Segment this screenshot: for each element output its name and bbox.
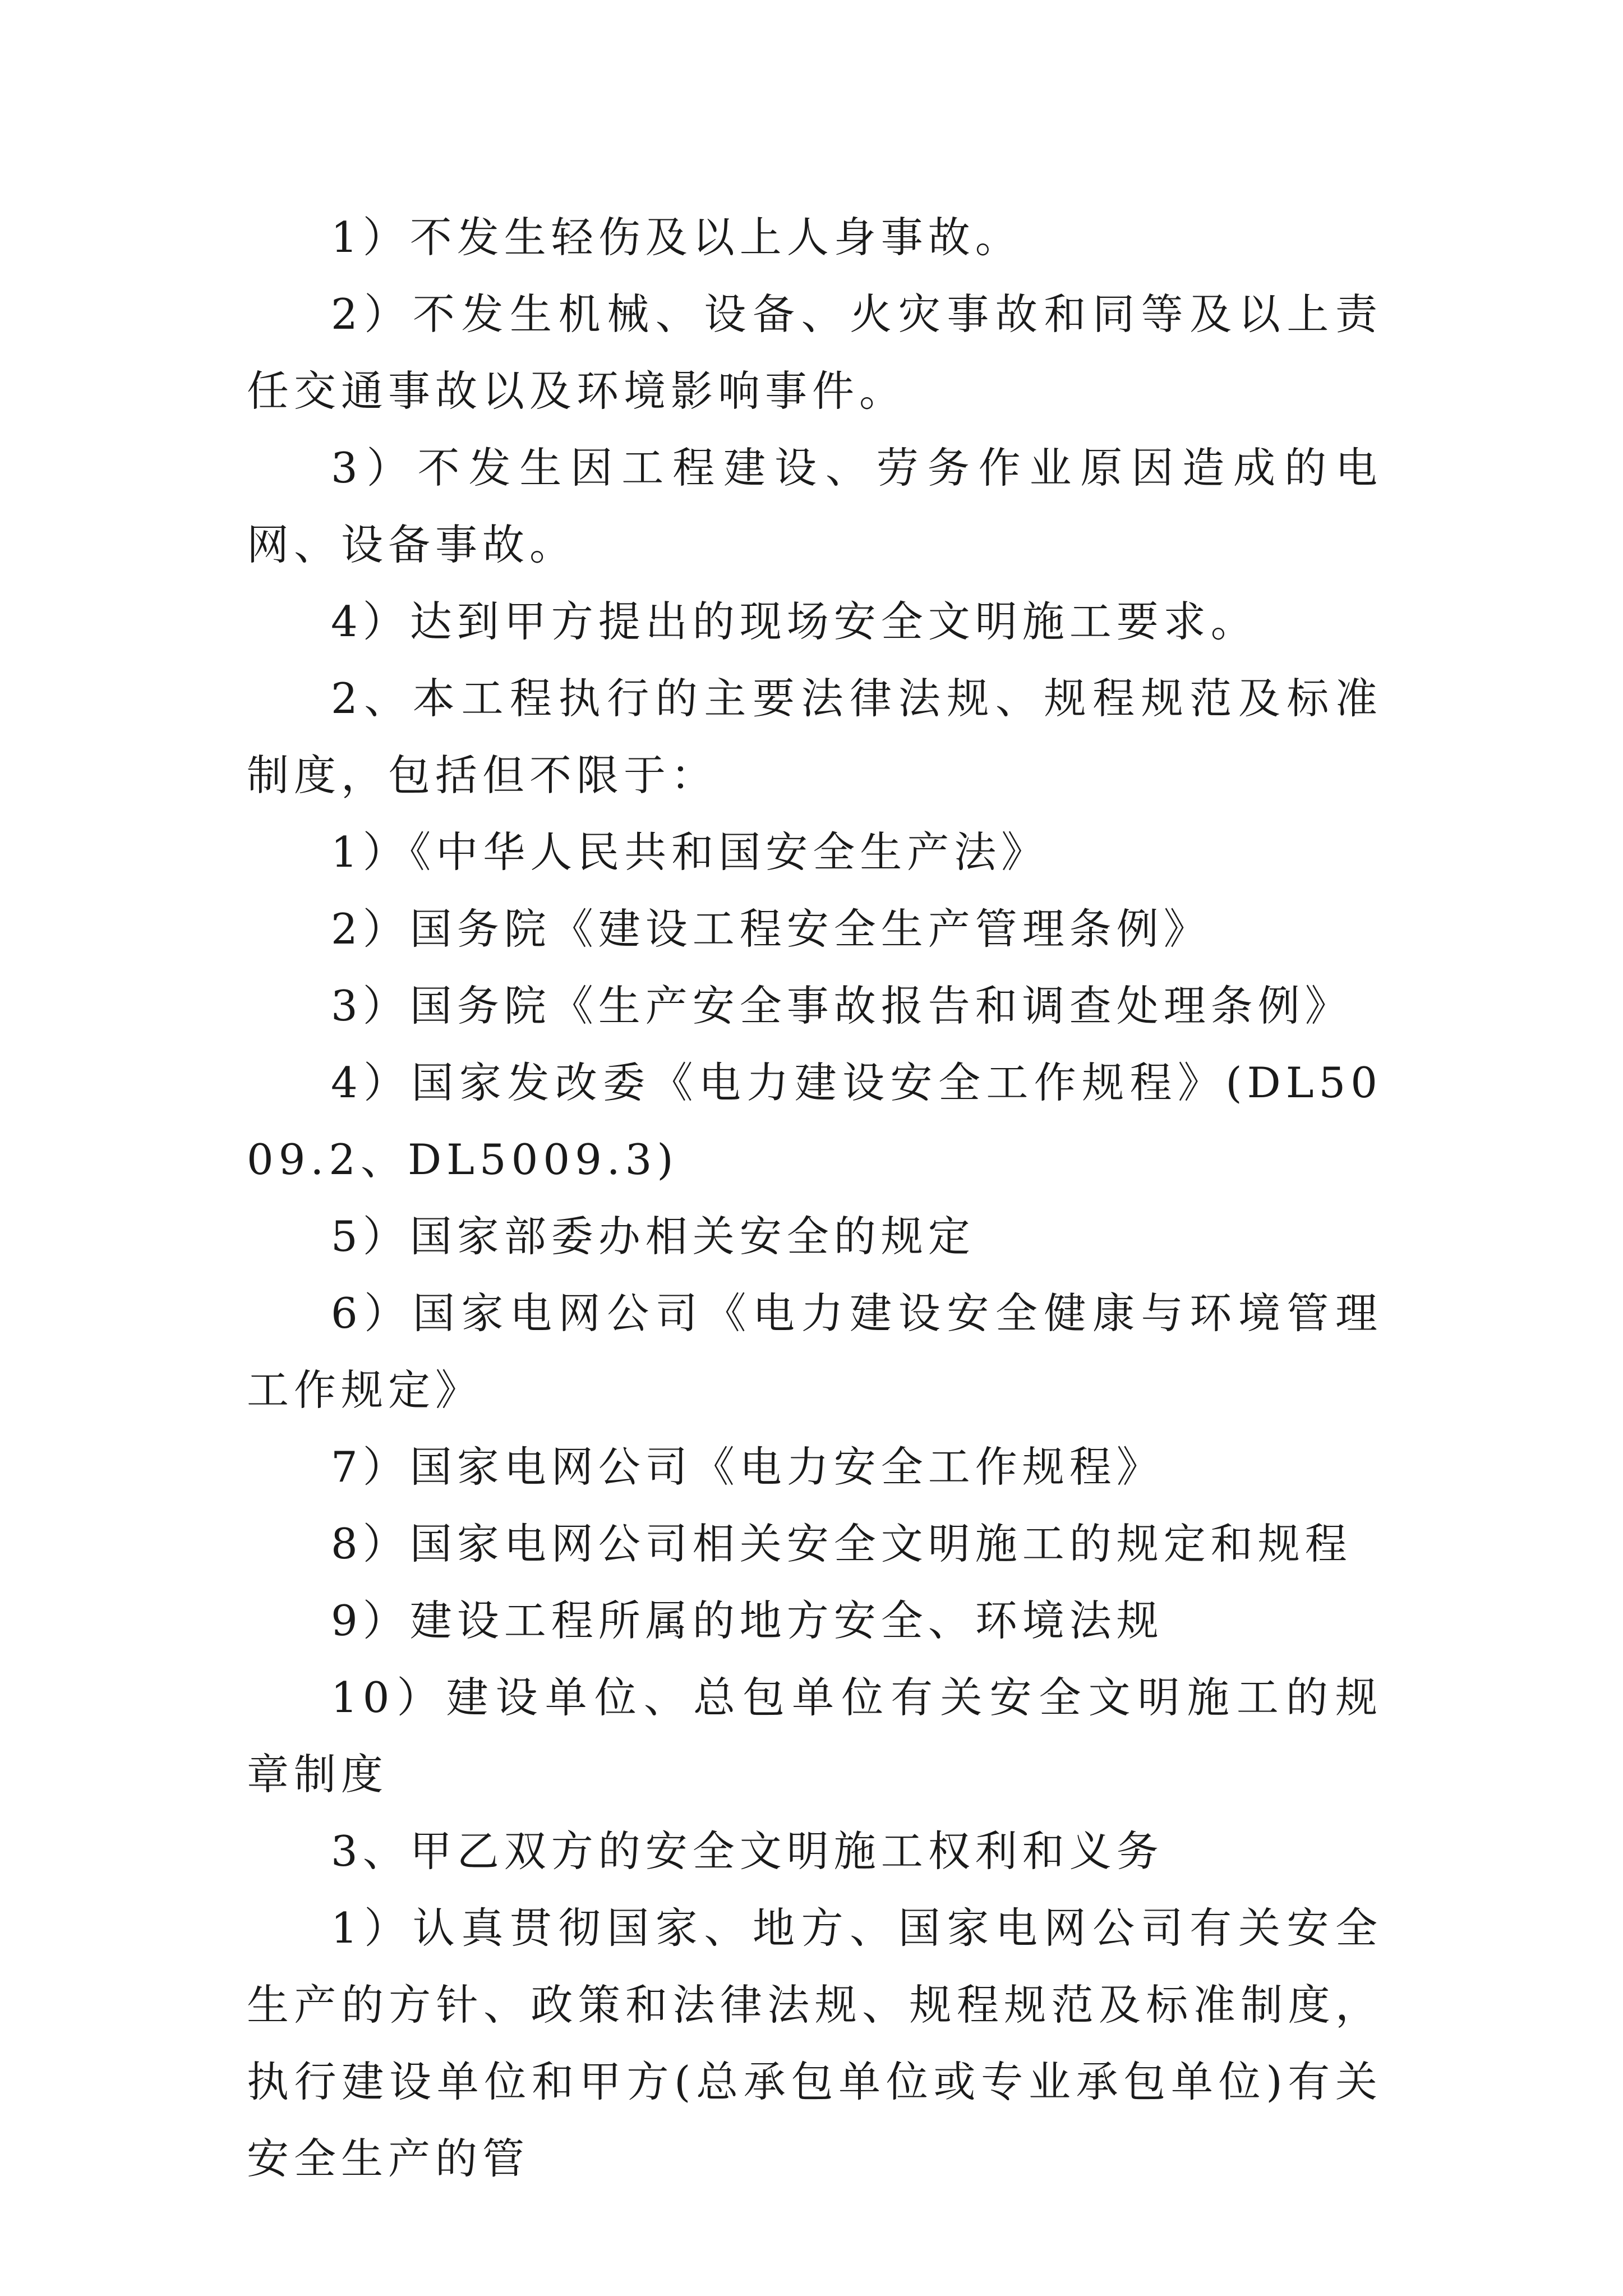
- paragraph: 7）国家电网公司《电力安全工作规程》: [331, 1442, 1164, 1492]
- paragraph: 1）《中华人民共和国安全生产法》: [331, 827, 1049, 877]
- paragraph: 1）不发生轻伤及以上人身事故。: [331, 213, 1022, 262]
- paragraph: 4）达到甲方提出的现场安全文明施工要求。: [331, 597, 1258, 646]
- paragraph: 1）认真贯彻国家、地方、国家电网公司有关安全生产的方针、政策和法律法规、规程规范及标准制度，执行建设单位和甲方(总承包单位或专业承包单位)有关安全生产的管: [247, 1903, 1382, 2183]
- paragraph: 2、本工程执行的主要法律法规、规程规范及标准制度，包括但不限于：: [247, 674, 1382, 800]
- paragraph: 2）国务院《建设工程安全生产管理条例》: [331, 904, 1211, 954]
- paragraph: 5）国家部委办相关安全的规定: [331, 1212, 975, 1261]
- paragraph: 8）国家电网公司相关安全文明施工的规定和规程: [331, 1519, 1352, 1568]
- document-body: [247, 199, 1382, 2197]
- paragraph: 9）建设工程所属的地方安全、环境法规: [331, 1596, 1164, 1645]
- paragraph: 4）国家发改委《电力建设安全工作规程》(DL5009.2、DL5009.3): [247, 1058, 1382, 1184]
- paragraph: 3）不发生因工程建设、劳务作业原因造成的电网、设备事故。: [247, 443, 1382, 569]
- paragraph: 10）建设单位、总包单位有关安全文明施工的规章制度: [247, 1673, 1382, 1799]
- paragraph: 3、甲乙双方的安全文明施工权利和义务: [331, 1826, 1164, 1876]
- paragraph: 6）国家电网公司《电力建设安全健康与环境管理工作规定》: [247, 1289, 1382, 1415]
- paragraph: 2）不发生机械、设备、火灾事故和同等及以上责任交通事故以及环境影响事件。: [247, 289, 1382, 416]
- paragraph: 3）国务院《生产安全事故报告和调查处理条例》: [331, 981, 1352, 1030]
